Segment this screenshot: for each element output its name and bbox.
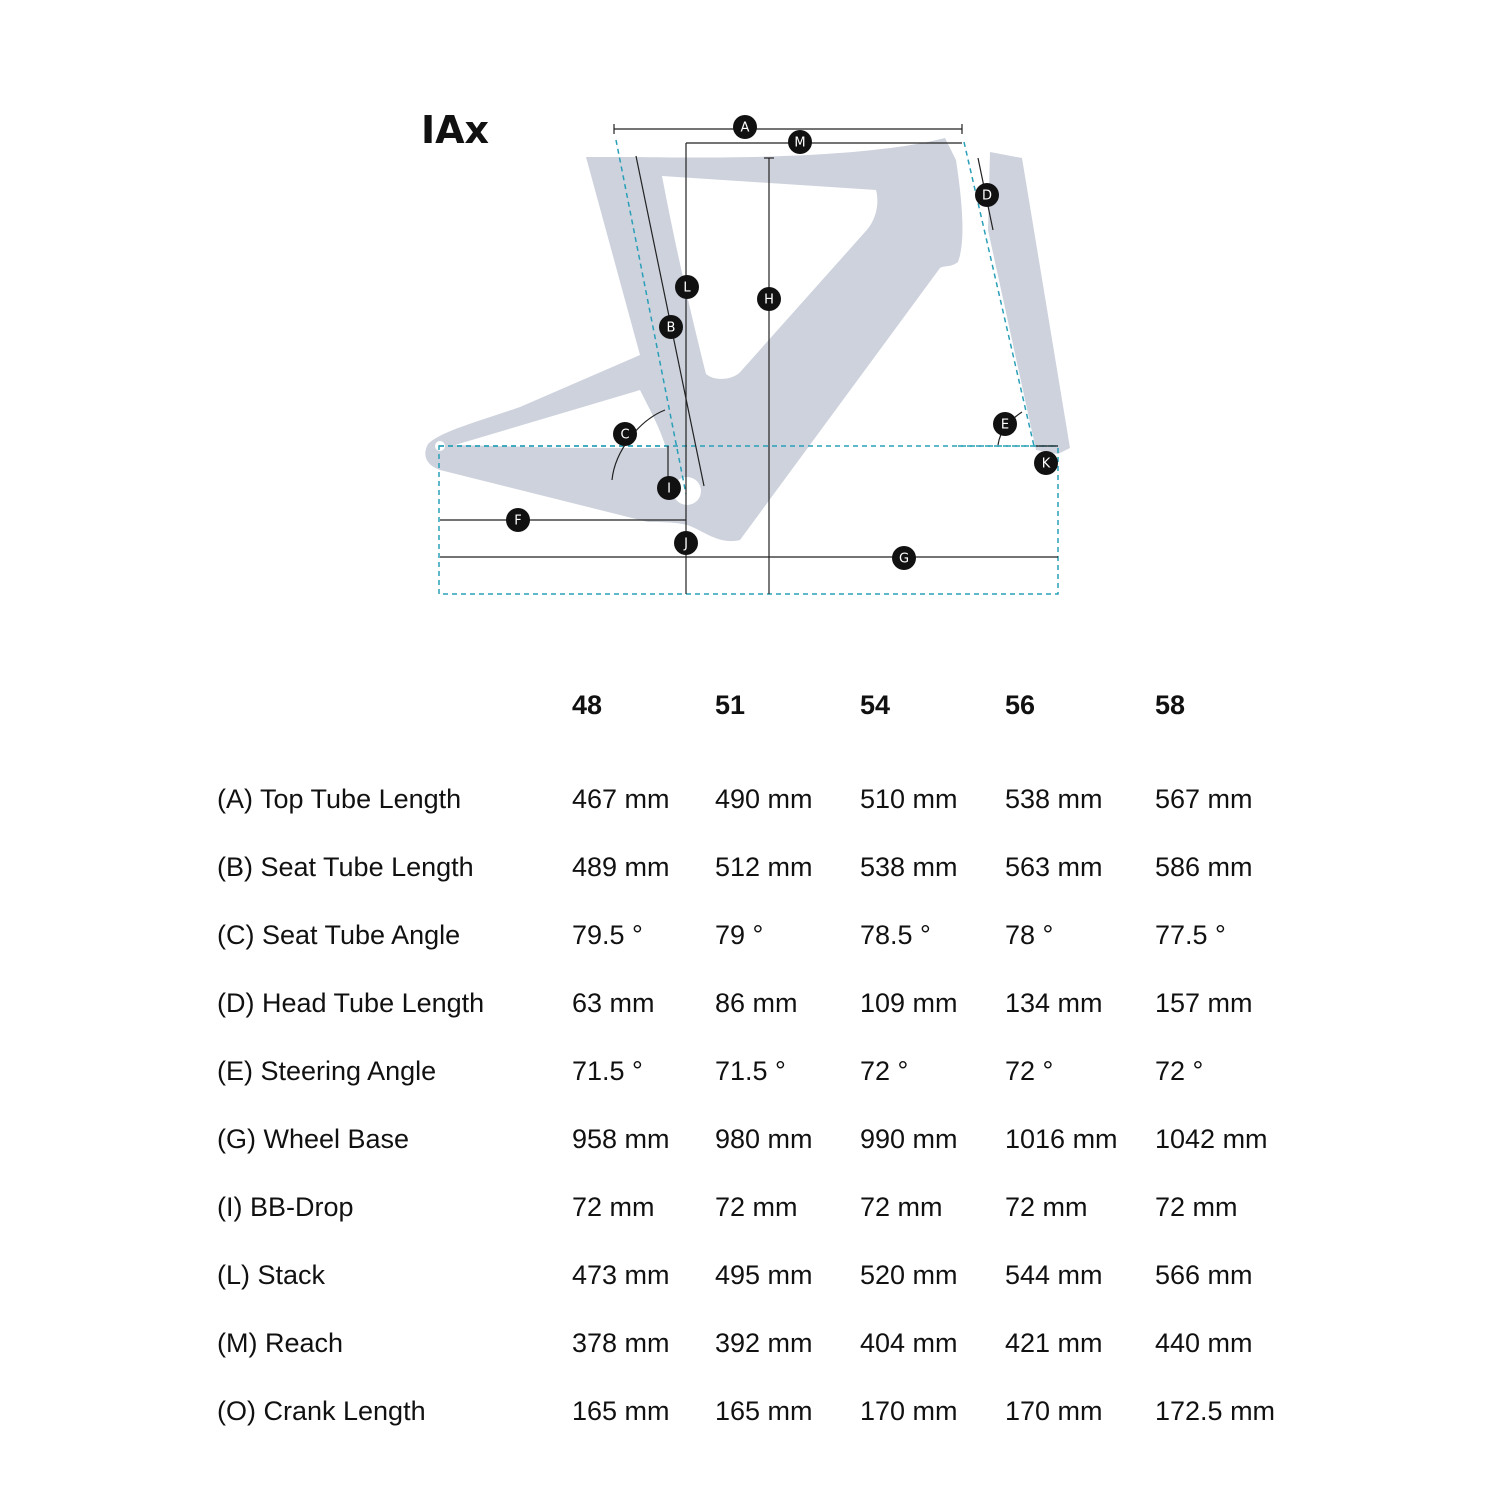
- table-cell: 467 mm: [572, 783, 670, 814]
- bike-frame: [425, 135, 1070, 541]
- table-row: [205, 1105, 1305, 1173]
- table-cell: 78.5 °: [860, 919, 931, 950]
- table-row: [205, 1037, 1305, 1105]
- svg-text:M: M: [794, 135, 806, 151]
- table-cell: 170 mm: [860, 1395, 958, 1426]
- svg-text:G: G: [898, 551, 910, 567]
- table-row: [205, 901, 1305, 969]
- model-title: IAx: [421, 108, 490, 152]
- geometry-table: [205, 675, 1305, 1445]
- table-cell: 489 mm: [572, 851, 670, 882]
- table-cell: 566 mm: [1155, 1259, 1253, 1290]
- size-51: 51: [715, 689, 746, 720]
- table-cell: 71.5 °: [572, 1055, 643, 1086]
- table-row: [205, 1377, 1305, 1445]
- table-cell: 421 mm: [1005, 1327, 1103, 1358]
- table-cell: 980 mm: [715, 1123, 813, 1154]
- table-row: [205, 1173, 1305, 1241]
- table-cell: 538 mm: [860, 851, 958, 882]
- table-cell: 538 mm: [1005, 783, 1103, 814]
- row-label: (A) Top Tube Length: [217, 783, 462, 814]
- table-cell: 520 mm: [860, 1259, 958, 1290]
- table-cell: 567 mm: [1155, 783, 1253, 814]
- table-cell: 512 mm: [715, 851, 813, 882]
- svg-text:D: D: [981, 188, 993, 204]
- table-cell: 72 mm: [572, 1191, 655, 1222]
- svg-text:L: L: [683, 280, 691, 296]
- marker-k: [1034, 451, 1058, 475]
- marker-m: [788, 130, 812, 154]
- svg-text:F: F: [514, 513, 522, 529]
- row-label: (C) Seat Tube Angle: [217, 919, 461, 950]
- table-cell: 72 °: [1155, 1055, 1204, 1086]
- table-cell: 172.5 mm: [1155, 1395, 1276, 1426]
- table-cell: 490 mm: [715, 783, 813, 814]
- table-cell: 72 mm: [860, 1191, 943, 1222]
- svg-text:H: H: [764, 292, 774, 308]
- table-cell: 77.5 °: [1155, 919, 1226, 950]
- marker-a: [733, 115, 757, 139]
- table-cell: 79 °: [715, 919, 764, 950]
- marker-j: [674, 531, 698, 555]
- row-label: (B) Seat Tube Length: [217, 851, 474, 882]
- table-cell: 72 mm: [1005, 1191, 1088, 1222]
- size-54: 54: [860, 689, 891, 720]
- table-row: [205, 765, 1305, 833]
- table-cell: 495 mm: [715, 1259, 813, 1290]
- svg-text:J: J: [684, 536, 688, 552]
- svg-text:B: B: [666, 320, 676, 336]
- table-cell: 157 mm: [1155, 987, 1253, 1018]
- table-cell: 510 mm: [860, 783, 958, 814]
- header-blank: [205, 675, 572, 735]
- row-label: (M) Reach: [217, 1327, 344, 1358]
- row-label: (L) Stack: [217, 1259, 326, 1290]
- marker-d: [975, 183, 999, 207]
- row-label: (G) Wheel Base: [217, 1123, 410, 1154]
- marker-e: [993, 412, 1017, 436]
- svg-text:K: K: [1041, 456, 1051, 472]
- table-cell: 378 mm: [572, 1327, 670, 1358]
- table-cell: 109 mm: [860, 987, 958, 1018]
- size-header-row: [205, 675, 1305, 735]
- table-row: [205, 969, 1305, 1037]
- table-cell: 990 mm: [860, 1123, 958, 1154]
- table-cell: 170 mm: [1005, 1395, 1103, 1426]
- table-cell: 165 mm: [715, 1395, 813, 1426]
- table-cell: 78 °: [1005, 919, 1054, 950]
- table-cell: 134 mm: [1005, 987, 1103, 1018]
- table-cell: 958 mm: [572, 1123, 670, 1154]
- svg-text:I: I: [667, 481, 671, 497]
- table-cell: 1042 mm: [1155, 1123, 1268, 1154]
- row-label: (O) Crank Length: [217, 1395, 426, 1426]
- table-cell: 392 mm: [715, 1327, 813, 1358]
- marker-l: [675, 275, 699, 299]
- fork-shape: [988, 152, 1070, 454]
- table-cell: 86 mm: [715, 987, 798, 1018]
- table-cell: 72 mm: [715, 1191, 798, 1222]
- row-label: (D) Head Tube Length: [217, 987, 485, 1018]
- size-58: 58: [1155, 689, 1186, 720]
- table-cell: 473 mm: [572, 1259, 670, 1290]
- row-label: (E) Steering Angle: [217, 1055, 437, 1086]
- row-label: (I) BB-Drop: [217, 1191, 354, 1222]
- table-cell: 72 °: [860, 1055, 909, 1086]
- size-56: 56: [1005, 689, 1036, 720]
- table-cell: 586 mm: [1155, 851, 1253, 882]
- table-cell: 72 °: [1005, 1055, 1054, 1086]
- table-row: [205, 1241, 1305, 1309]
- marker-h: [757, 287, 781, 311]
- marker-c: [613, 422, 637, 446]
- table-cell: 404 mm: [860, 1327, 958, 1358]
- svg-text:A: A: [740, 120, 750, 136]
- table-row: [205, 1309, 1305, 1377]
- table-row: [205, 833, 1305, 901]
- frame-geometry-diagram: [0, 0, 1500, 640]
- marker-b: [659, 315, 683, 339]
- table-cell: 563 mm: [1005, 851, 1103, 882]
- svg-text:E: E: [1000, 417, 1010, 433]
- table-cell: 71.5 °: [715, 1055, 786, 1086]
- marker-i: [657, 476, 681, 500]
- svg-text:C: C: [620, 427, 630, 443]
- table-cell: 544 mm: [1005, 1259, 1103, 1290]
- marker-g: [892, 546, 916, 570]
- table-cell: 440 mm: [1155, 1327, 1253, 1358]
- table-cell: 1016 mm: [1005, 1123, 1118, 1154]
- table-cell: 165 mm: [572, 1395, 670, 1426]
- table-cell: 63 mm: [572, 987, 655, 1018]
- size-48: 48: [572, 689, 603, 720]
- table-cell: 72 mm: [1155, 1191, 1238, 1222]
- table-cell: 79.5 °: [572, 919, 643, 950]
- marker-f: [506, 508, 530, 532]
